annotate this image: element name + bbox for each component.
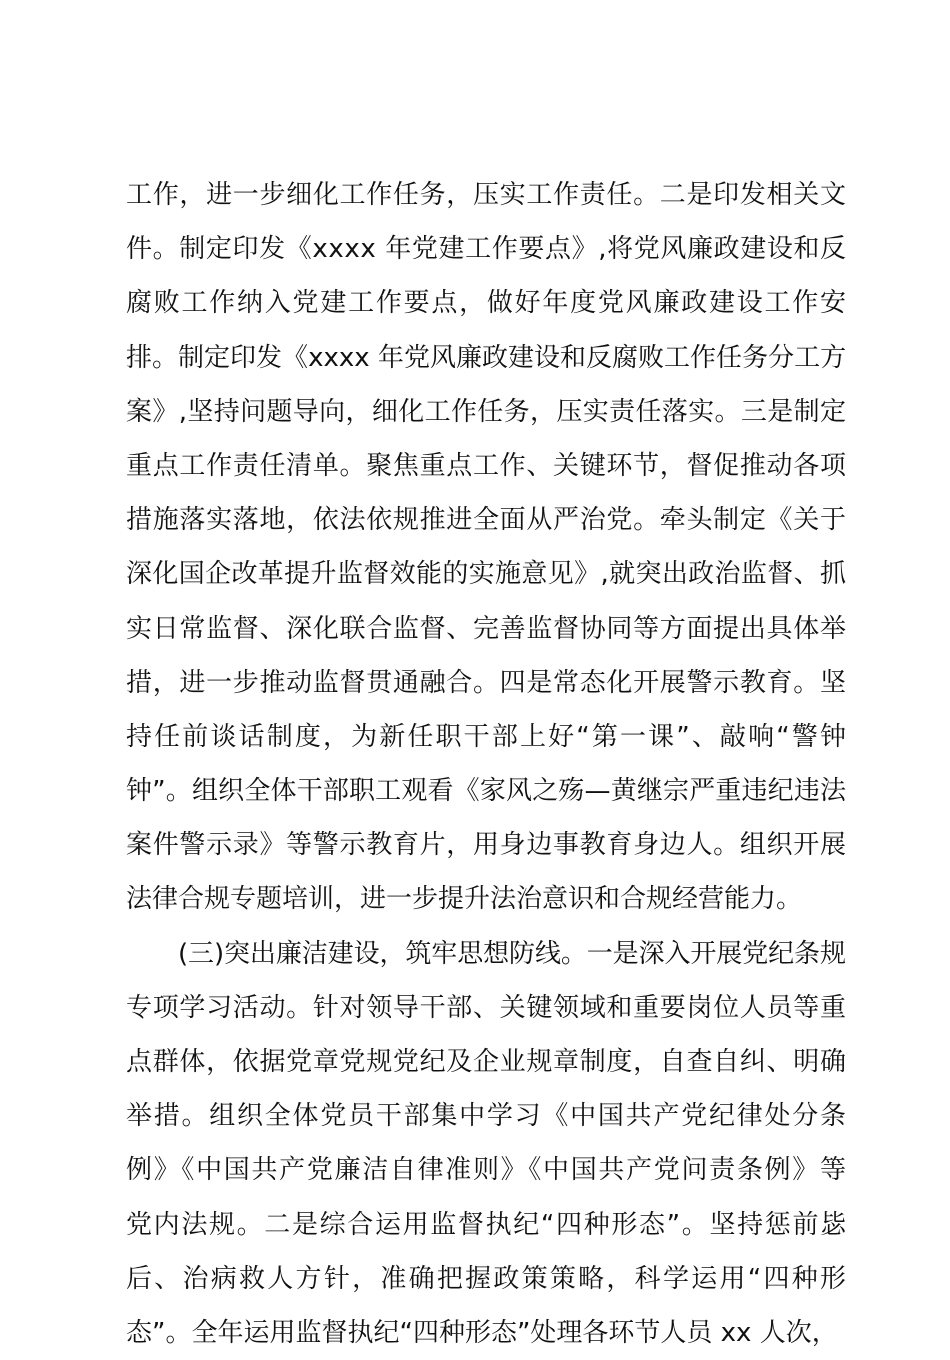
text-line: 后、治病救人方针，准确把握政策策略，科学运用“四种形	[126, 1263, 849, 1294]
text-line: 排。制定印发《xxxx 年党风廉政建设和反腐败工作任务分工方	[126, 342, 847, 373]
text-line: 点群体，依据党章党规党纪及企业规章制度，自查自纠、明确	[126, 1047, 847, 1077]
text-line: 案》,坚持问题导向，细化工作任务，压实责任落实。三是制定	[126, 396, 847, 427]
text-line: 实日常监督、深化联合监督、完善监督协同等方面提出具体举	[126, 613, 847, 644]
text-line: 件。制定印发《xxxx 年党建工作要点》,将党风廉政建设和反	[126, 234, 847, 265]
text-line: 措施落实落地，依法依规推进全面从严治党。牵头制定《关于	[126, 505, 847, 536]
text-line: 专项学习活动。针对领导干部、关键领域和重要岗位人员等重	[126, 992, 847, 1023]
text-line: 态”。全年运用监督执纪“四种形态”处理各环节人员 xx 人次，	[126, 1317, 838, 1348]
text-line: 钟”。组织全体干部职工观看《家风之殇—黄继宗严重违纪违法	[126, 776, 847, 807]
text-line: 党内法规。二是综合运用监督执纪“四种形态”。坚持惩前毖	[126, 1209, 848, 1240]
text-line: 腐败工作纳入党建工作要点，做好年度党风廉政建设工作安	[126, 288, 848, 319]
text-line: 例》《中国共产党廉洁自律准则》《中国共产党问责条例》等	[126, 1155, 848, 1186]
text-line: 案件警示录》等警示教育片，用身边事教育身边人。组织开展	[126, 830, 847, 861]
text-line: 法律合规专题培训，进一步提升法治意识和合规经营能力。	[126, 884, 803, 915]
text-line: 深化国企改革提升监督效能的实施意见》,就突出政治监督、抓	[126, 559, 847, 590]
section-heading-line: (三)突出廉洁建设，筑牢思想防线。一是深入开展党纪条规	[178, 938, 846, 969]
text-line: 举措。组织全体党员干部集中学习《中国共产党纪律处分条	[126, 1101, 848, 1132]
text-line: 重点工作责任清单。聚焦重点工作、关键环节，督促推动各项	[126, 450, 847, 481]
text-line: 持任前谈话制度，为新任职干部上好“第一课”、敲响“警钟	[126, 721, 849, 752]
text-line: 工作，进一步细化工作任务，压实工作责任。二是印发相关文	[126, 180, 847, 210]
body-text	[126, 168, 849, 1360]
text-line: 措，进一步推动监督贯通融合。四是常态化开展警示教育。坚	[126, 667, 847, 698]
